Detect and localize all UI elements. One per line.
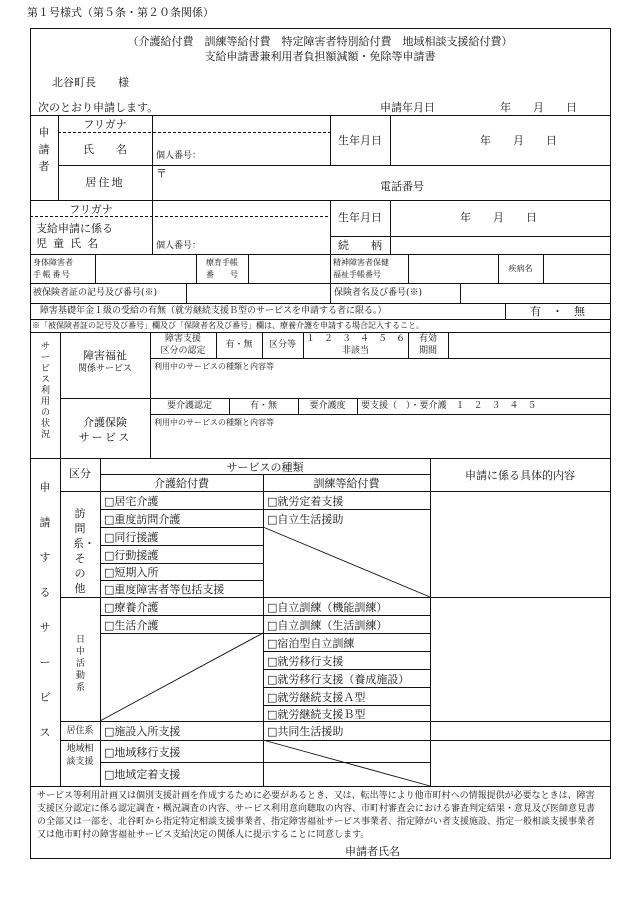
category-visit: 訪問系・その他 (73, 507, 95, 595)
class-values[interactable]: １ ２ ３ ４ ５ ６ (305, 334, 405, 344)
applicant-furigana-label: フリガナ (83, 118, 127, 131)
category-day: 日中活動系 (75, 635, 85, 693)
support-cert-label-2: 区分の認定 (160, 346, 206, 356)
svc-shisetsu-nyusho[interactable]: □施設入所支援 (104, 725, 181, 738)
care-label-1: 介護保険 (83, 416, 127, 429)
postal-mark: 〒 (156, 167, 167, 180)
care-level-values[interactable]: 要支援（ ）・要介護 １ ２ ３ ４ ５ (361, 401, 537, 411)
svc-ryoyo-kaigo[interactable]: □療養介護 (104, 601, 159, 614)
detail-header: 申請に係る具体的内容 (465, 469, 575, 482)
pension-yes-no[interactable]: 有 ・ 無 (530, 305, 585, 318)
child-personal-no-label: 個人番号： (156, 241, 202, 251)
svc-chiiki-teichaku[interactable]: □地域定着支援 (104, 768, 181, 781)
svc-tanki-nyusho[interactable]: □短期入所 (104, 566, 159, 579)
svc-judo-hokatsu[interactable]: □重度障害者等包括支援 (104, 583, 225, 596)
valid-period-label-2: 期間 (418, 346, 437, 356)
svc-kyodo-seikatsu[interactable]: □共同生活援助 (267, 725, 344, 738)
svc-shuro-iko-yosei[interactable]: □就労移行支援（養成施設） (267, 673, 410, 686)
child-relation-label: 続 柄 (338, 239, 382, 252)
applicant-address-label: 居住地 (85, 176, 125, 189)
kubun-header: 区分 (69, 467, 91, 480)
care-cert-yes-no[interactable]: 有・無 (249, 401, 277, 411)
mental-card-label-1: 精神障害者保健 (333, 258, 389, 267)
category-residence: 居住系 (66, 726, 94, 736)
insurer-label: 保険者名及び番号(※) (334, 288, 423, 298)
kunren-header: 訓練等給付費 (313, 477, 380, 490)
child-birth-label: 生年月日 (338, 211, 382, 224)
disability-card-label-2: 手帳番号 (33, 270, 72, 279)
applicant-name-label: 氏 名 (83, 143, 127, 156)
addressee: 北谷町長 様 (52, 76, 129, 89)
apply-date-field[interactable]: 年 月 日 (500, 101, 577, 114)
child-label-line-1: 支給申請に係る (36, 222, 113, 235)
welfare-label-2: 関係サービス (77, 364, 132, 374)
class-label: 区分等 (268, 340, 296, 350)
svc-shuro-keizoku-a[interactable]: □就労継続支援Ａ型 (267, 691, 366, 704)
svc-doko-engo[interactable]: □同行援護 (104, 531, 159, 544)
svc-kodo-engo[interactable]: □行動援護 (104, 549, 159, 562)
applicant-birth-field[interactable]: 年 月 日 (480, 134, 557, 147)
title-line-2: 支給申請書兼利用者負担額減額・免除等申請書 (204, 50, 436, 63)
svc-shuro-iko[interactable]: □就労移行支援 (267, 655, 344, 668)
applicant-phone-label: 電話番号 (380, 180, 424, 193)
services-side-label: 申請するサービス (39, 481, 51, 739)
ryoiku-card-label-2: 番 号 (206, 270, 238, 279)
kaigo-header: 介護給付費 (154, 477, 209, 490)
service-types-header: サービスの種類 (226, 461, 304, 474)
pension-question: 障害基礎年金１級の受給の有無（就労継続支援Ｂ型のサービスを申請する者に限る。） (40, 306, 387, 316)
svc-jiritsu-seikatsu[interactable]: □自立訓練（生活訓練） (267, 619, 388, 632)
consent-text: サービス等利用計画又は個別支援計画を作成するために必要があるとき、又は、転出等により他市町村への情報提供が必要なときは、障害支援区分認定に係る認定調査・概況調査の内容、サービス利用意向聴取の内容、市町村審査会における審査判定結果・意見及び医師意見書の全部又は一部を、北谷町から指定特定相談支援事業者、指定障害福祉サービス事業者、指定障がい者支援施設、指定一般相談支援事業者又は他市町村の障害福祉サービス支給決定の関係人に提示することに同意します。 (37, 791, 596, 840)
support-cert-yes-no[interactable]: 有・無 (225, 340, 253, 350)
apply-date-label: 申請年月日 (380, 101, 435, 114)
child-birth-field[interactable]: 年 月 日 (460, 211, 537, 224)
intro-text: 次のとおり申請します。 (38, 101, 159, 114)
signer-label: 申請者氏名 (345, 845, 400, 858)
care-level-label: 要介護度 (309, 401, 346, 411)
insurance-note: ※「被保険者証の記号及び番号」欄及び「保険者名及び番号」欄は、療養介護を申請する場合記入すること。 (32, 321, 424, 330)
svc-kyotaku-kaigo[interactable]: □居宅介護 (104, 495, 159, 508)
title-line-1: （介護給付費 訓練等給付費 特定障害者特別給付費 地域相談支援給付費） (127, 35, 513, 48)
care-label-2: サービス (78, 431, 132, 444)
child-label-line-2: 児童氏名 (36, 237, 105, 250)
ryoiku-card-label-1: 療育手帳 (206, 258, 238, 267)
insured-card-label: 被保険者証の記号及び番号(※) (33, 288, 158, 298)
welfare-in-use-label: 利用中のサービスの種類と内容等 (154, 362, 274, 371)
disease-label: 疾病名 (508, 264, 533, 273)
valid-period-label-1: 有効 (418, 334, 437, 344)
care-in-use-label: 利用中のサービスの種類と内容等 (154, 418, 274, 427)
child-furigana-label: フリガナ (69, 203, 113, 216)
disability-card-label-1: 身体障害者 (33, 258, 73, 267)
applicant-personal-no-label: 個人番号： (156, 151, 202, 161)
svc-jiritsu-kino[interactable]: □自立訓練（機能訓練） (267, 601, 388, 614)
care-cert-label: 要介護認定 (166, 401, 212, 411)
welfare-label-1: 障害福祉 (83, 349, 127, 362)
class-not-applicable[interactable]: 非該当 (341, 346, 369, 356)
category-community: 地域相談支援 (66, 744, 94, 767)
applicant-birth-label: 生年月日 (338, 134, 382, 147)
mental-card-label-2: 福祉手帳番号 (333, 270, 381, 279)
svc-shuro-teichaku[interactable]: □就労定着支援 (267, 495, 344, 508)
svc-jiritsu-seikatsu-enjo[interactable]: □自立生活援助 (267, 513, 344, 526)
svc-judo-homon-kaigo[interactable]: □重度訪問介護 (104, 513, 181, 526)
svc-chiiki-iko[interactable]: □地域移行支援 (104, 746, 181, 759)
svc-shukuhaku-jiritsu[interactable]: □宿泊型自立訓練 (267, 637, 355, 650)
svc-shuro-keizoku-b[interactable]: □就労継続支援Ｂ型 (267, 708, 366, 721)
svc-seikatsu-kaigo[interactable]: □生活介護 (104, 619, 159, 632)
form-number: 第１号様式（第５条・第２０条関係） (27, 6, 214, 19)
support-cert-label-1: 障害支援 (164, 334, 201, 344)
applicant-group-label: 申請者 (38, 126, 50, 173)
usage-side-label: サービス利用の状況 (40, 342, 50, 440)
